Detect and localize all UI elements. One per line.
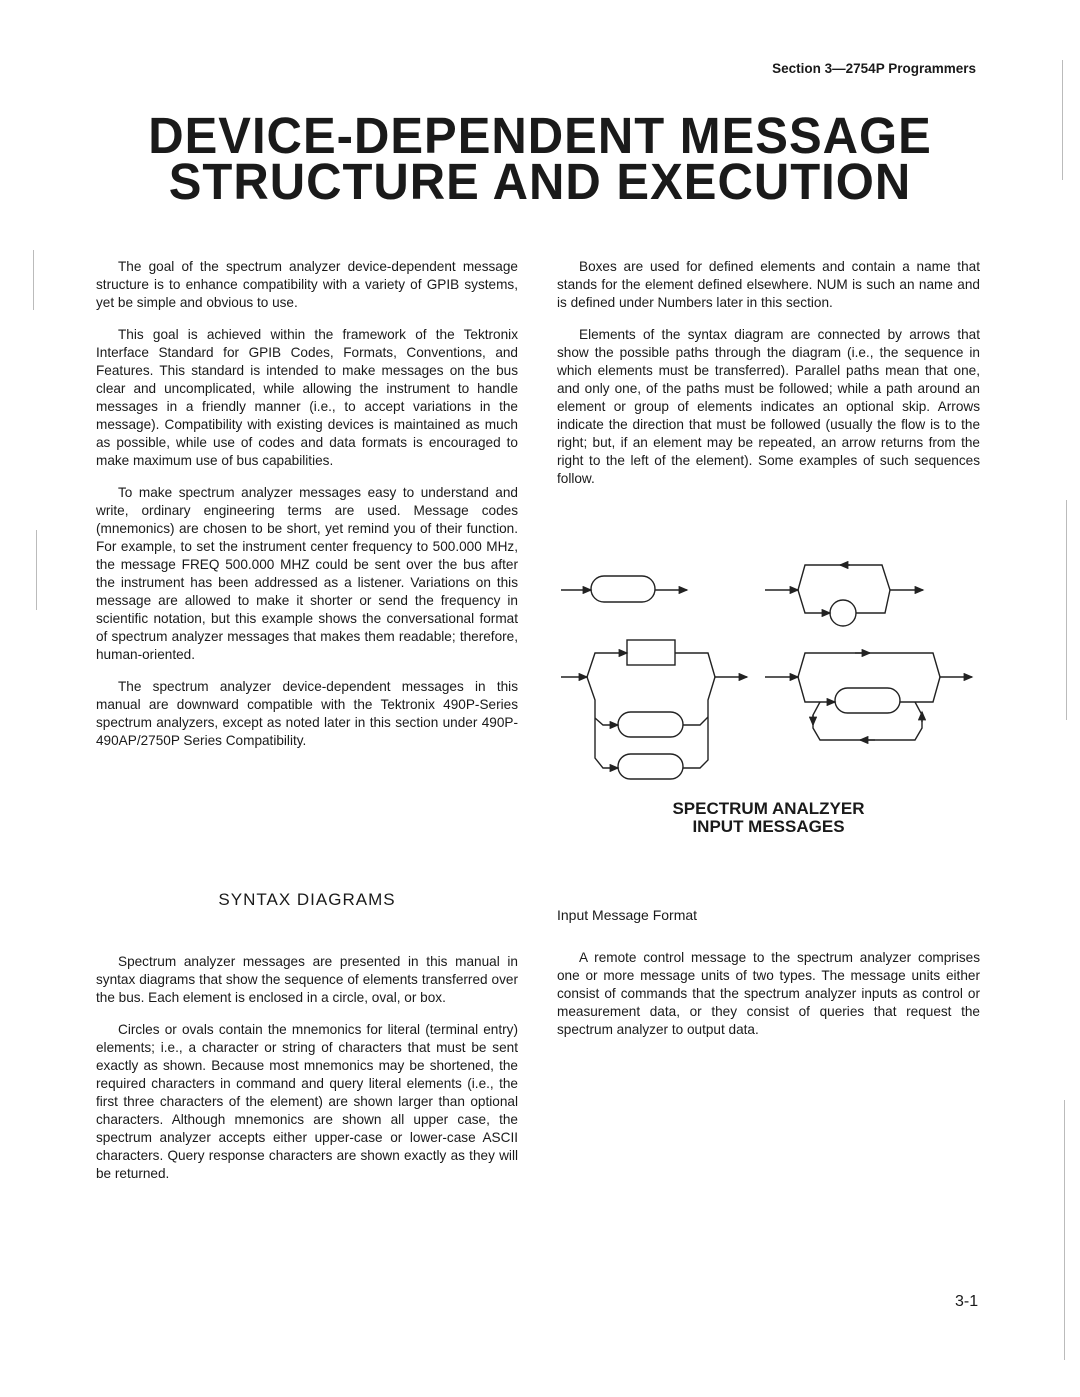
syntax-diagrams-heading: SYNTAX DIAGRAMS [218, 890, 396, 909]
paragraph: Circles or ovals contain the mnemonics for literal (terminal entry) elements; i.e., a character or string of characters that must be sent exactly as shown. Because most mnemonics may be shortened, the required characters in command and query literal elements (i.e., the first three characters of the element) are shown larger than optional characters. Although mnemonics are shown all upper case, the spectrum analyzer accepts either upper-case or lower-case ASCII characters. Query response characters are shown exactly as they will be returned. [96, 1022, 518, 1181]
diagram-parallel-paths [561, 640, 747, 779]
input-message-format-subheading: Input Message Format [557, 907, 698, 923]
page-title-line2: STRUCTURE AND EXECUTION [168, 153, 912, 211]
page-number: 3-1 [955, 1293, 979, 1310]
input-messages-heading-line2: INPUT MESSAGES [692, 817, 845, 836]
section-header: Section 3—2754P Programmers [772, 61, 976, 76]
left-column-syntax [96, 953, 518, 1197]
paragraph: A remote control message to the spectrum analyzer comprises one or more message units of two types. The message units either consist of commands that the spectrum analyzer inputs as control or measurement data, or they consist of queries that request the spectrum analyzer to output data. [557, 950, 980, 1037]
syntax-diagram-examples [555, 550, 985, 790]
page-title-line1: DEVICE-DEPENDENT MESSAGE [148, 107, 932, 165]
paragraph: Boxes are used for defined elements and contain a name that stands for the element defined elsewhere. NUM is such an name and is defined under Numbers later in this section. [557, 259, 980, 310]
diagram-repeat-loop [765, 653, 972, 740]
diagram-simple-oval [561, 576, 687, 602]
input-messages-heading-line1: SPECTRUM ANALZYER [672, 799, 865, 818]
paragraph: The spectrum analyzer device-dependent messages in this manual are downward compatible with the Tektronix 490P-Series spectrum analyzers, except as noted later in this section under 490P-490AP/2750P Series Compatibility. [96, 679, 518, 748]
right-column-format [557, 949, 980, 1053]
paragraph: Spectrum analyzer messages are presented in this manual in syntax diagrams that show the sequence of elements transferred over the bus. Each element is enclosed in a circle, oval, or box. [96, 954, 518, 1005]
right-column-intro [557, 258, 980, 502]
paragraph: Elements of the syntax diagram are connected by arrows that show the possible paths through the diagram (i.e., the sequence in which elements must be transferred). Parallel paths mean that one, and only one, of the paths must be followed; while a path around an element or group of elements indicates an optional skip. Arrows indicate the direction that must be followed (usually the flow is to the right; but, if an element may be repeated, an arrow returns from the right to the left of the element). Some examples of such sequences follow. [557, 327, 980, 486]
paragraph: The goal of the spectrum analyzer device-dependent message structure is to enhance compatibility with a variety of GPIB systems, yet be simple and obvious to use. [96, 259, 518, 310]
diagram-optional-circle [765, 565, 923, 626]
left-column-intro [96, 258, 518, 764]
paragraph: This goal is achieved within the framework of the Tektronix Interface Standard for GPIB Codes, Formats, Conventions, and Features. This standard is intended to make messages on the bus clear and uncomplicated, while allowing the instrument to handle messages in a friendly manner (i.e., to accept variations in the message). Compatibility with existing devices is maintained as much as possible, while use of codes and data formats is encouraged to make maximum use of bus capabilities. [96, 327, 518, 468]
paragraph: To make spectrum analyzer messages easy to understand and write, ordinary engineering terms are used. Message codes (mnemonics) are chosen to be short, yet remind you of their function. For example, to set the instrument center frequency to 500.000 MHz, the message FREQ 500.000 MHZ could be sent over the bus after the instrument has been addressed as a listener. Variations on this message are allowed to make it shorter or send the frequency in scientific notation, but this example shows the conversational format of spectrum analyzer messages that makes them readable; therefore, human-oriented. [96, 485, 518, 662]
